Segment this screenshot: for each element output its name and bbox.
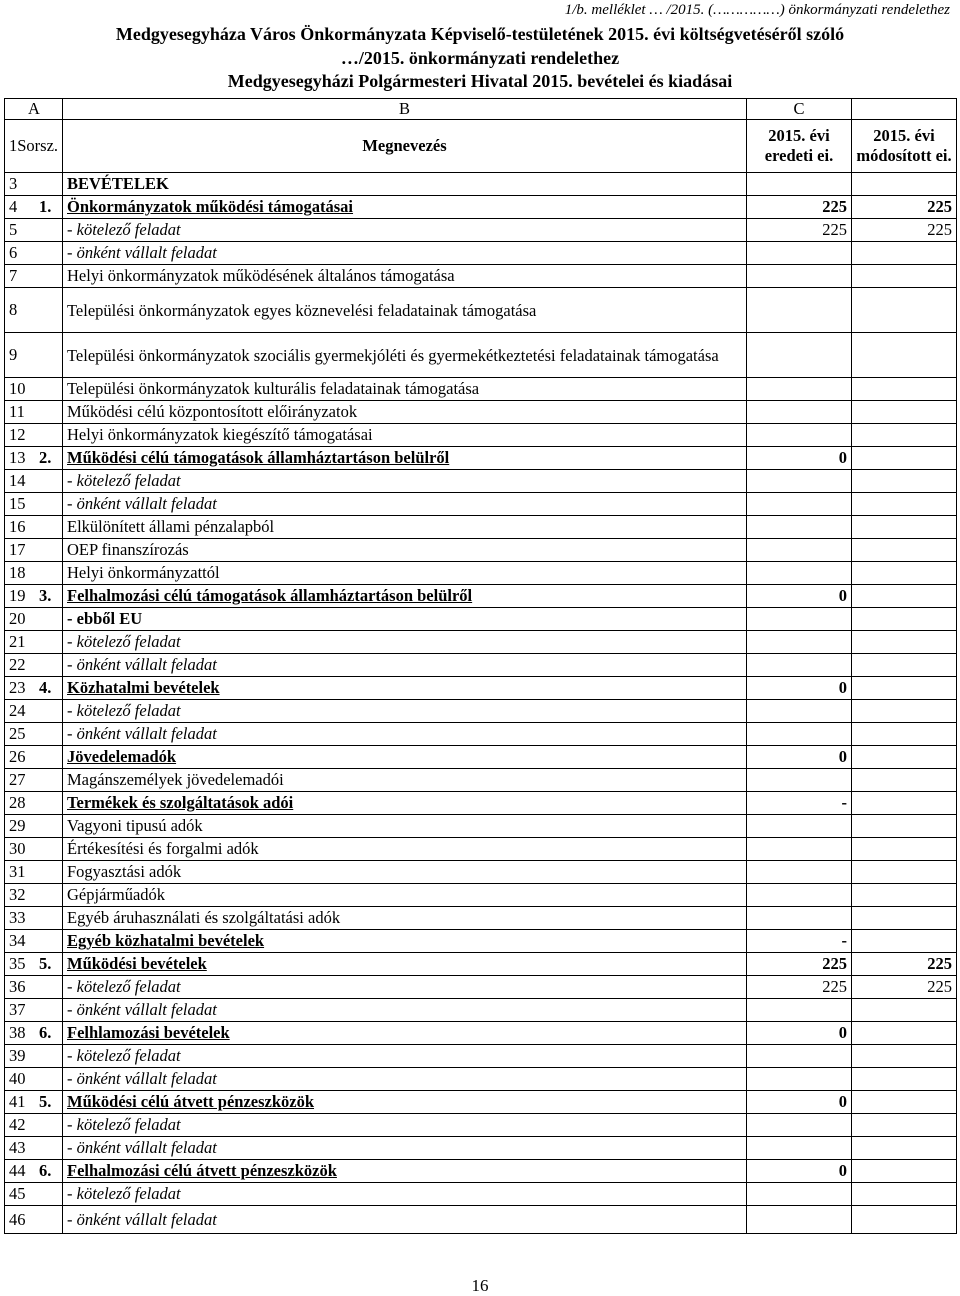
row-original-value — [747, 861, 852, 884]
row-original-value: 0 — [747, 1022, 852, 1045]
row-number: 19 — [9, 586, 26, 605]
row-modified-value — [852, 792, 957, 815]
row-original-value: 0 — [747, 1091, 852, 1114]
row-number: 28 — [9, 793, 26, 812]
row-modified-value — [852, 1091, 957, 1114]
row-name: - önként vállalt feladat — [63, 654, 747, 677]
row-original-value — [747, 700, 852, 723]
row-original-value — [747, 838, 852, 861]
row-name: - önként vállalt feladat — [63, 999, 747, 1022]
table-row — [5, 424, 957, 447]
row-number: 45 — [9, 1184, 26, 1203]
row-original-value: - — [747, 792, 852, 815]
row-name: - kötelező feladat — [63, 219, 747, 242]
row-original-value — [747, 999, 852, 1022]
table-row — [5, 1091, 957, 1114]
row-number-cell — [5, 815, 63, 838]
row-name: Települési önkormányzatok kulturális feladatainak támogatása — [63, 378, 747, 401]
row-number-cell — [5, 930, 63, 953]
row-number: 13 — [9, 448, 26, 467]
row-name: Működési célú támogatások államháztartáson belülről — [63, 447, 747, 470]
row-name: Működési bevételek — [63, 953, 747, 976]
row-modified-value — [852, 815, 957, 838]
row-modified-value — [852, 539, 957, 562]
row-number-cell — [5, 265, 63, 288]
table-row — [5, 1045, 957, 1068]
row-number-cell — [5, 1160, 63, 1183]
row-number: 4 — [9, 197, 18, 216]
row-name: Felhalmozási célú támogatások államháztartáson belülről — [63, 585, 747, 608]
row-number-cell — [5, 792, 63, 815]
row-name: Értékesítési és forgalmi adók — [63, 838, 747, 861]
table-row — [5, 999, 957, 1022]
row-section-number: 6. — [39, 1023, 52, 1042]
row-name: Gépjárműadók — [63, 884, 747, 907]
row-number-cell — [5, 539, 63, 562]
row-name: Vagyoni tipusú adók — [63, 815, 747, 838]
table-row — [5, 861, 957, 884]
row-modified-value — [852, 723, 957, 746]
row-name: Egyéb áruhasználati és szolgáltatási adók — [63, 907, 747, 930]
row-number: 6 — [9, 243, 18, 262]
row-modified-value — [852, 746, 957, 769]
row-number: 33 — [9, 908, 26, 927]
row-number-cell — [5, 1206, 63, 1234]
row-number: 35 — [9, 954, 26, 973]
row-number: 16 — [9, 517, 26, 536]
row-name: - önként vállalt feladat — [63, 1206, 747, 1234]
row-section-number: 4. — [39, 678, 52, 697]
row-number-cell — [5, 1137, 63, 1160]
row-number-cell — [5, 746, 63, 769]
row-modified-value — [852, 884, 957, 907]
row-number-cell — [5, 999, 63, 1022]
row-original-value: 0 — [747, 585, 852, 608]
row-modified-value — [852, 242, 957, 265]
row-number: 8 — [9, 300, 18, 319]
row-name: Jövedelemadók — [63, 746, 747, 769]
row-original-value — [747, 815, 852, 838]
row-number-cell — [5, 424, 63, 447]
row-original-value — [747, 1137, 852, 1160]
row-number: 5 — [9, 220, 18, 239]
row-original-value: - — [747, 930, 852, 953]
table-row — [5, 1114, 957, 1137]
row-number: 11 — [9, 402, 25, 421]
row-number-cell — [5, 1091, 63, 1114]
row-name: Fogyasztási adók — [63, 861, 747, 884]
row-modified-value — [852, 447, 957, 470]
row-modified-value — [852, 1183, 957, 1206]
row-section-number: 5. — [39, 1092, 52, 1111]
row-original-value — [747, 401, 852, 424]
row-section-number: 1. — [39, 197, 52, 216]
row-modified-value — [852, 999, 957, 1022]
row-number-cell — [5, 723, 63, 746]
header-row — [5, 120, 957, 173]
row-number: 31 — [9, 862, 26, 881]
table-row — [5, 723, 957, 746]
row-number-cell — [5, 907, 63, 930]
row-modified-value — [852, 654, 957, 677]
table-row — [5, 401, 957, 424]
row-name: Működési célú központosított előirányzatok — [63, 401, 747, 424]
table-row — [5, 677, 957, 700]
row-name: - ebből EU — [63, 608, 747, 631]
row-number: 20 — [9, 609, 26, 628]
row-number-cell — [5, 242, 63, 265]
row-modified-value — [852, 1137, 957, 1160]
table-row — [5, 265, 957, 288]
row-number-cell — [5, 976, 63, 999]
row-section-number: 6. — [39, 1161, 52, 1180]
row-modified-value — [852, 493, 957, 516]
row-original-value — [747, 173, 852, 196]
row-modified-value — [852, 173, 957, 196]
row-original-value: 225 — [747, 196, 852, 219]
row-name: Önkormányzatok működési támogatásai — [63, 196, 747, 219]
row-name: - önként vállalt feladat — [63, 493, 747, 516]
row-modified-value: 225 — [852, 976, 957, 999]
row-original-value — [747, 1045, 852, 1068]
row-name: BEVÉTELEK — [63, 173, 747, 196]
row-number-cell — [5, 1114, 63, 1137]
row-modified-value — [852, 1068, 957, 1091]
row-number: 34 — [9, 931, 26, 950]
row-name: OEP finanszírozás — [63, 539, 747, 562]
row-modified-value — [852, 608, 957, 631]
column-letter-row — [5, 99, 957, 120]
row-name: Magánszemélyek jövedelemadói — [63, 769, 747, 792]
row-modified-value — [852, 1114, 957, 1137]
table-row — [5, 470, 957, 493]
row-name: - kötelező feladat — [63, 1183, 747, 1206]
table-row — [5, 838, 957, 861]
row-name: - kötelező feladat — [63, 470, 747, 493]
row-number: 23 — [9, 678, 26, 697]
row-modified-value — [852, 838, 957, 861]
column-letter-d — [852, 99, 957, 120]
row-name: Települési önkormányzatok szociális gyermekjóléti és gyermekétkeztetési feladatainak támogatása — [63, 333, 747, 378]
row-number: 38 — [9, 1023, 26, 1042]
row-number: 39 — [9, 1046, 26, 1065]
table-row — [5, 815, 957, 838]
row-number-cell — [5, 401, 63, 424]
row-number: 30 — [9, 839, 26, 858]
row-number-cell — [5, 769, 63, 792]
row-original-value — [747, 1114, 852, 1137]
row-number-cell — [5, 562, 63, 585]
row-name: - önként vállalt feladat — [63, 1068, 747, 1091]
row-original-value — [747, 424, 852, 447]
table-row — [5, 1160, 957, 1183]
row-number: 18 — [9, 563, 26, 582]
table-row — [5, 447, 957, 470]
row-number-cell — [5, 838, 63, 861]
row-original-value — [747, 654, 852, 677]
row-original-value: 0 — [747, 746, 852, 769]
row-name: Helyi önkormányzatok működésének általános támogatása — [63, 265, 747, 288]
table-row — [5, 746, 957, 769]
row-number: 9 — [9, 345, 18, 364]
row-original-value: 225 — [747, 219, 852, 242]
row-modified-value — [852, 677, 957, 700]
row-number: 29 — [9, 816, 26, 835]
header-original-budget: 2015. évi eredeti ei. — [747, 120, 852, 173]
table-row — [5, 539, 957, 562]
row-name: Települési önkormányzatok egyes köznevelési feladatainak támogatása — [63, 288, 747, 333]
row-name: - kötelező feladat — [63, 1114, 747, 1137]
row-modified-value: 225 — [852, 953, 957, 976]
table-row — [5, 608, 957, 631]
row-modified-value — [852, 631, 957, 654]
row-name: Felhalmozási célú átvett pénzeszközök — [63, 1160, 747, 1183]
table-row — [5, 700, 957, 723]
row-number: 15 — [9, 494, 26, 513]
row-number: 44 — [9, 1161, 26, 1180]
row-name: - önként vállalt feladat — [63, 1137, 747, 1160]
row-number-cell — [5, 861, 63, 884]
row-number: 46 — [9, 1209, 26, 1229]
table-row — [5, 585, 957, 608]
row-number-cell — [5, 378, 63, 401]
row-number-cell — [5, 493, 63, 516]
row-original-value — [747, 631, 852, 654]
row-name: Felhlamozási bevételek — [63, 1022, 747, 1045]
row-original-value — [747, 539, 852, 562]
row-original-value: 0 — [747, 1160, 852, 1183]
row-number-cell — [5, 447, 63, 470]
table-row — [5, 562, 957, 585]
row-original-value — [747, 1068, 852, 1091]
row-number: 26 — [9, 747, 26, 766]
row-original-value — [747, 333, 852, 378]
header-name: Megnevezés — [63, 120, 747, 173]
table-row — [5, 1022, 957, 1045]
row-modified-value — [852, 470, 957, 493]
row-name: Helyi önkormányzattól — [63, 562, 747, 585]
row-number: 17 — [9, 540, 26, 559]
document-subtitle: …/2015. önkormányzati rendelethez — [340, 48, 620, 68]
row-name: - önként vállalt feladat — [63, 242, 747, 265]
row-number: 27 — [9, 770, 26, 789]
row-name: Működési célú átvett pénzeszközök — [63, 1091, 747, 1114]
row-number: 43 — [9, 1138, 26, 1157]
budget-table — [4, 98, 957, 1234]
table-row — [5, 516, 957, 539]
row-number-cell — [5, 1022, 63, 1045]
row-number: 24 — [9, 701, 26, 720]
table-row — [5, 1206, 957, 1234]
table-row — [5, 1137, 957, 1160]
row-name: - kötelező feladat — [63, 631, 747, 654]
row-original-value — [747, 723, 852, 746]
row-number: 12 — [9, 425, 26, 444]
row-section-number: 3. — [39, 586, 52, 605]
row-original-value: 0 — [747, 447, 852, 470]
table-row — [5, 654, 957, 677]
row-number: 22 — [9, 655, 26, 674]
table-row — [5, 792, 957, 815]
row-original-value — [747, 907, 852, 930]
table-row — [5, 930, 957, 953]
row-name: Termékek és szolgáltatások adói — [63, 792, 747, 815]
row-number: 21 — [9, 632, 26, 651]
row-number-cell — [5, 677, 63, 700]
row-number-cell — [5, 1045, 63, 1068]
table-row — [5, 884, 957, 907]
row-number-cell — [5, 953, 63, 976]
row-number: 3 — [9, 174, 18, 193]
page-number: 16 — [471, 1276, 489, 1295]
table-row — [5, 173, 957, 196]
row-modified-value — [852, 401, 957, 424]
row-modified-value — [852, 378, 957, 401]
row-modified-value — [852, 861, 957, 884]
row-original-value — [747, 516, 852, 539]
row-number-cell — [5, 173, 63, 196]
row-modified-value — [852, 769, 957, 792]
row-modified-value — [852, 1045, 957, 1068]
row-original-value — [747, 769, 852, 792]
annex-reference: 1/b. melléklet … /2015. (……………) önkormányzati rendelethez — [564, 2, 950, 18]
column-letter-a: A — [28, 99, 40, 118]
header-row-number: 1 — [9, 136, 18, 155]
row-number-cell — [5, 884, 63, 907]
table-row — [5, 493, 957, 516]
row-modified-value — [852, 424, 957, 447]
document-title: Medgyesegyháza Város Önkormányzata Képviselő-testületének 2015. évi költségvetéséről szóló — [115, 24, 845, 44]
row-number-cell — [5, 631, 63, 654]
row-original-value — [747, 1206, 852, 1234]
column-letter-a-cell — [5, 99, 63, 120]
row-original-value — [747, 1183, 852, 1206]
row-modified-value — [852, 265, 957, 288]
table-row — [5, 976, 957, 999]
row-modified-value — [852, 585, 957, 608]
row-original-value — [747, 378, 852, 401]
table-row — [5, 1183, 957, 1206]
row-number: 7 — [9, 266, 18, 285]
row-original-value — [747, 608, 852, 631]
row-modified-value — [852, 907, 957, 930]
column-letter-b: B — [63, 99, 747, 120]
table-row — [5, 631, 957, 654]
row-number-cell — [5, 196, 63, 219]
row-number: 10 — [9, 379, 26, 398]
row-number: 32 — [9, 885, 26, 904]
row-modified-value — [852, 562, 957, 585]
row-modified-value — [852, 288, 957, 333]
header-modified-budget: 2015. évi módosított ei. — [852, 120, 957, 173]
row-original-value — [747, 265, 852, 288]
row-modified-value — [852, 516, 957, 539]
row-modified-value — [852, 700, 957, 723]
table-row — [5, 769, 957, 792]
header-sorsz-cell — [5, 120, 63, 173]
row-name: Egyéb közhatalmi bevételek — [63, 930, 747, 953]
header-sorsz: Sorsz. — [17, 136, 59, 155]
table-row — [5, 953, 957, 976]
table-row — [5, 333, 957, 378]
document-heading: Medgyesegyházi Polgármesteri Hivatal 2015. bevételei és kiadásai — [227, 71, 733, 91]
row-original-value — [747, 493, 852, 516]
row-modified-value: 225 — [852, 196, 957, 219]
row-original-value — [747, 562, 852, 585]
table-row — [5, 242, 957, 265]
row-number-cell — [5, 1183, 63, 1206]
row-number-cell — [5, 288, 63, 333]
row-number-cell — [5, 1068, 63, 1091]
row-name: Elkülönített állami pénzalapból — [63, 516, 747, 539]
row-number-cell — [5, 333, 63, 378]
row-number-cell — [5, 470, 63, 493]
row-name: - kötelező feladat — [63, 1045, 747, 1068]
table-row — [5, 1068, 957, 1091]
row-original-value: 225 — [747, 976, 852, 999]
row-number: 36 — [9, 977, 26, 996]
row-number-cell — [5, 654, 63, 677]
row-section-number: 5. — [39, 954, 52, 973]
row-original-value — [747, 242, 852, 265]
table-row — [5, 219, 957, 242]
row-original-value: 0 — [747, 677, 852, 700]
row-number: 14 — [9, 471, 26, 490]
row-name: - önként vállalt feladat — [63, 723, 747, 746]
row-number-cell — [5, 219, 63, 242]
table-row — [5, 907, 957, 930]
row-original-value — [747, 470, 852, 493]
row-name: Helyi önkormányzatok kiegészítő támogatásai — [63, 424, 747, 447]
row-modified-value — [852, 333, 957, 378]
row-number-cell — [5, 516, 63, 539]
row-number-cell — [5, 585, 63, 608]
row-modified-value — [852, 1022, 957, 1045]
row-number: 42 — [9, 1115, 26, 1134]
table-row — [5, 378, 957, 401]
row-number: 40 — [9, 1069, 26, 1088]
row-modified-value — [852, 1160, 957, 1183]
row-modified-value — [852, 1206, 957, 1234]
column-letter-c: C — [747, 99, 852, 120]
row-original-value — [747, 288, 852, 333]
row-number: 25 — [9, 724, 26, 743]
row-name: - kötelező feladat — [63, 700, 747, 723]
row-number-cell — [5, 700, 63, 723]
row-modified-value: 225 — [852, 219, 957, 242]
row-number: 37 — [9, 1000, 26, 1019]
row-name: - kötelező feladat — [63, 976, 747, 999]
row-name: Közhatalmi bevételek — [63, 677, 747, 700]
row-original-value: 225 — [747, 953, 852, 976]
row-original-value — [747, 884, 852, 907]
row-modified-value — [852, 930, 957, 953]
row-section-number: 2. — [39, 448, 52, 467]
table-row — [5, 288, 957, 333]
table-row — [5, 196, 957, 219]
row-number: 41 — [9, 1092, 26, 1111]
row-number-cell — [5, 608, 63, 631]
